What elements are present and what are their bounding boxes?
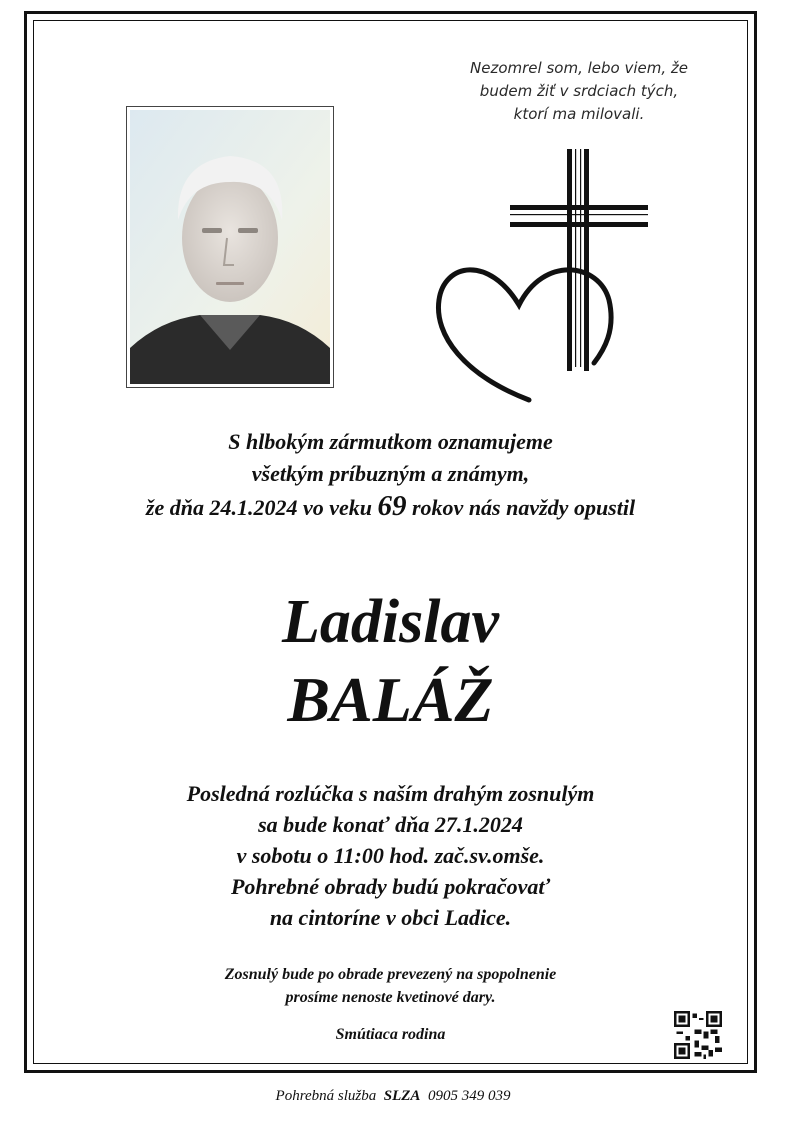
cross-heart-icon — [434, 145, 664, 405]
note-line: Zosnulý bude po obrade prevezený na spopolnenie — [224, 966, 557, 983]
memorial-quote — [429, 57, 729, 126]
announcement-text: rokov nás navždy opustil — [412, 495, 636, 520]
announcement-line: S hlbokým zármutkom oznamujeme — [228, 429, 553, 454]
announcement-text: že dňa 24.1.2024 vo veku — [145, 495, 372, 520]
family-signature: Smútiaca rodina — [335, 1026, 446, 1043]
qr-code-icon — [674, 1011, 722, 1059]
footer-phone: 0905 349 039 — [427, 1088, 511, 1104]
age-value: 69 — [377, 490, 407, 522]
funeral-service-footer — [0, 1088, 786, 1105]
deceased-last-name: BALÁŽ — [287, 664, 494, 735]
announcement — [54, 426, 727, 524]
announcement-line: všetkým príbuzným a známym, — [251, 461, 530, 486]
funeral-line: sa bude konať dňa 27.1.2024 — [258, 812, 523, 837]
footer-service-label: Pohrebná služba — [275, 1088, 377, 1104]
portrait-photo — [126, 106, 334, 388]
funeral-line: na cintoríne v obci Ladice. — [269, 905, 512, 930]
deceased-first-name: Ladislav — [282, 588, 499, 656]
funeral-line: Pohrebné obrady budú pokračovať — [230, 874, 551, 899]
footer-company: SLZA — [383, 1088, 421, 1104]
note-line: prosíme nenoste kvetinové dary. — [285, 989, 496, 1006]
quote-line: Nezomrel som, lebo viem, že — [470, 59, 688, 77]
funeral-line: Posledná rozlúčka s naším drahým zosnulým — [186, 781, 595, 806]
page-border-inner — [33, 20, 748, 1064]
page-border — [24, 11, 757, 1073]
funeral-line: v sobotu o 11:00 hod. zač.sv.omše. — [236, 843, 545, 868]
quote-line: budem žiť v srdciach tých, — [479, 82, 679, 100]
cremation-note — [54, 963, 727, 1009]
quote-line: ktorí ma milovali. — [513, 105, 645, 123]
announcement-line — [54, 490, 727, 524]
funeral-details — [54, 778, 727, 933]
